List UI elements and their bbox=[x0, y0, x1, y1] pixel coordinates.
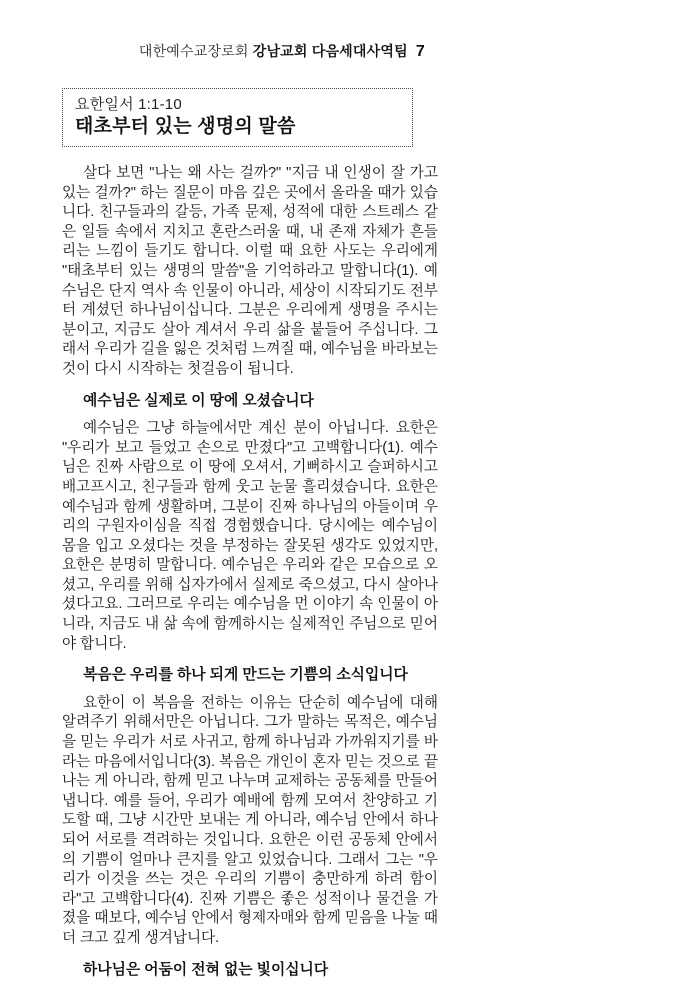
church-team-name: 강남교회 다음세대사역팀 bbox=[252, 43, 408, 59]
sermon-title-box bbox=[62, 88, 413, 147]
intro-paragraph: 살다 보면 "나는 왜 사는 걸까?" "지금 내 인생이 잘 가고 있는 걸까?" 하는 질문이 마음 깊은 곳에서 올라올 때가 있습니다. 친구들과의 갈등, 가족 문제, 성적에 대한 스트레스 같은 일들 속에서 지치고 혼란스러울 때, 내 존재 자체가 흔들리는 느낌이 들기도 합니다. 이럴 때 요한 사도는 우리에게 "태초부터 있는 생명의 말씀"을 기억하라고 말합니다(1). 예수님은 단지 역사 속 인물이 아니라, 세상이 시작되기도 전부터 계셨던 하나님이십니다. 그분은 우리에게 생명을 주시는 분이고, 지금도 살아 계셔서 우리 삶을 붙들어 주십니다. 그래서 우리가 길을 잃은 것처럼 느껴질 때, 예수님을 바라보는 것이 다시 시작하는 첫걸음이 됩니다. bbox=[62, 165, 438, 377]
section-heading-2: 복음은 우리를 하나 되게 만드는 기쁨의 소식입니다 bbox=[83, 667, 408, 684]
scripture-reference: 요한일서 1:1-10 bbox=[75, 96, 182, 113]
content-column bbox=[62, 0, 438, 988]
section-paragraph-1: 예수님은 그냥 하늘에서만 계신 분이 아닙니다. 요한은 "우리가 보고 들었고 손으로 만졌다"고 고백합니다(1). 예수님은 진짜 사람으로 이 땅에 오셔서, 기뻐하시고 슬퍼하시고 배고프시고, 친구들과 함께 웃고 눈물 흘리셨습니다. 요한은 예수님과 함께 생활하며, 그분이 진짜 하나님의 아들이며 우리의 구원자이심을 직접 경험했습니다. 당시에는 예수님이 몸을 입고 오셨다는 것을 부정하는 잘못된 생각도 있었지만, 요한은 분명히 말합니다. 예수님은 우리와 같은 모습으로 오셨고, 우리를 위해 십자가에서 실제로 죽으셨고, 다시 살아나셨다고요. 그러므로 우리는 예수님을 먼 이야기 속 인물이 아니라, 지금도 내 삶 속에 함께하시는 실제적인 주님으로 믿어야 합니다. bbox=[62, 420, 438, 652]
page-number: 7 bbox=[415, 43, 425, 60]
sermon-body bbox=[62, 164, 438, 980]
section-heading-1: 예수님은 실제로 이 땅에 오셨습니다 bbox=[83, 392, 314, 409]
page-header bbox=[62, 41, 438, 61]
denomination-name: 대한예수교장로회 bbox=[138, 43, 249, 59]
sermon-title: 태초부터 있는 생명의 말씀 bbox=[75, 116, 296, 137]
section-paragraph-2: 요한이 이 복음을 전하는 이유는 단순히 예수님에 대해 알려주기 위해서만은 아닙니다. 그가 말하는 목적은, 예수님을 믿는 우리가 서로 사귀고, 함께 하나님과 가까워지기를 바라는 마음에서입니다(3). 복음은 개인이 혼자 믿는 것으로 끝나는 게 아니라, 함께 믿고 나누며 교제하는 공동체를 만들어냅니다. 예를 들어, 우리가 예배에 함께 모여서 찬양하고 기도할 때, 그냥 시간만 보내는 게 아니라, 예수님 안에서 하나 되어 서로를 격려하는 것입니다. 요한은 이런 공동체 안에서의 기쁨이 얼마나 큰지를 알고 있었습니다. 그래서 그는 "우리가 이것을 쓰는 것은 우리의 기쁨이 충만하게 하려 함이라"고 고백합니다(4). 진짜 기쁨은 좋은 성적이나 물건을 가졌을 때보다, 예수님 안에서 형제자매와 함께 믿음을 나눌 때 더 크고 깊게 생겨납니다. bbox=[62, 694, 438, 946]
section-heading-3: 하나님은 어둠이 전혀 없는 빛이십니다 bbox=[83, 961, 329, 978]
